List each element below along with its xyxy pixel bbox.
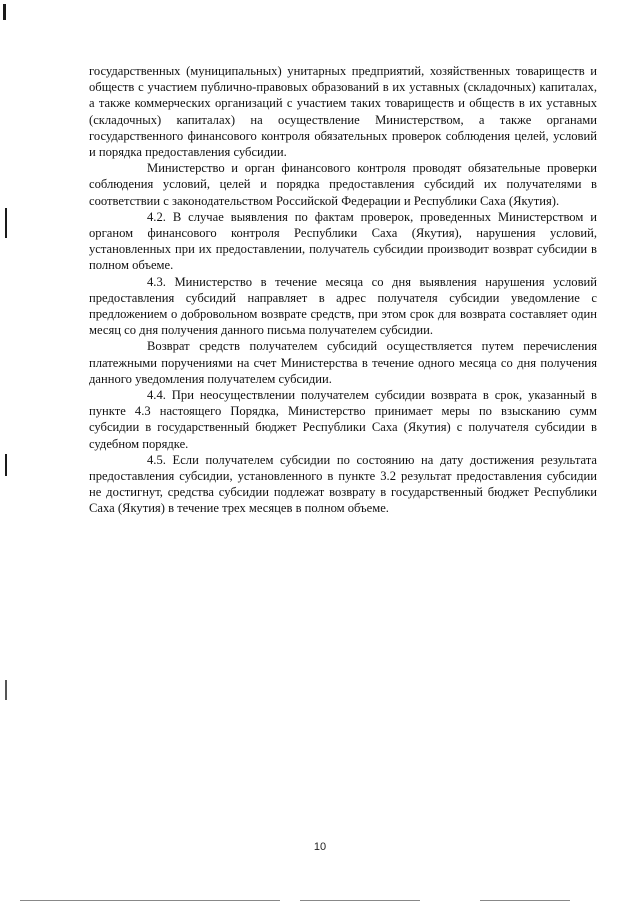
scan-artifact-line — [20, 900, 280, 901]
paragraph-continuation: государственных (муниципальных) унитарных предприятий, хозяйственных товариществ и обществ с участием публично-правовых образований в их уставных (складочных) капиталах, а также коммерческих организаций с участием таких товариществ и обществ в их уставных (складочных) капиталах) на осуществление Министерством, а также органами государственного финансового контроля обязательных проверок соблюдения целей, условий и порядка предоставления субсидии. — [89, 64, 597, 160]
document-body — [89, 63, 597, 517]
scan-artifact-line — [300, 900, 420, 901]
scan-artifact — [5, 208, 7, 238]
paragraph-4-4: 4.4. При неосуществлении получателем субсидии возврата в срок, указанный в пункте 4.3 настоящего Порядка, Министерство принимает меры по взысканию сумм субсидии в государственный бюджет Республики Саха (Якутия) с получателя субсидии в судебном порядке. — [89, 388, 597, 451]
page-number: 10 — [313, 841, 327, 853]
scan-artifact — [5, 680, 7, 700]
paragraph-4-5: 4.5. Если получателем субсидии по состоянию на дату достижения результата предоставления субсидии, установленного в пункте 3.2 результат предоставления субсидии не достигнут, средства субсидии подлежат возврату в государственный бюджет Республики Саха (Якутия) в течение трех месяцев в полном объеме. — [89, 452, 597, 516]
scan-artifact-line — [480, 900, 570, 901]
paragraph-inspections: Министерство и орган финансового контроля проводят обязательные проверки соблюдения условий, целей и порядка предоставления субсидий их получателями в соответствии с законодательством Российской Федерации и Республики Саха (Якутия). — [89, 161, 597, 208]
scan-artifact — [3, 4, 6, 20]
paragraph-refund: Возврат средств получателем субсидий осуществляется путем перечисления платежными поручениями на счет Министерства в течение одного месяца со дня получения данного уведомления получателем субсидии. — [89, 339, 597, 386]
paragraph-4-2: 4.2. В случае выявления по фактам проверок, проведенных Министерством и органом финансового контроля Республики Саха (Якутия), нарушения условий, установленных при их предоставлении, получатель субсидии производит возврат субсидии в полном объеме. — [89, 209, 597, 273]
paragraph-4-3: 4.3. Министерство в течение месяца со дня выявления нарушения условий предоставления субсидий направляет в адрес получателя субсидии уведомление с предложением о добровольном возврате средств, при этом срок для возврата составляет один месяц со дня получения данного письма получателем субсидии. — [89, 274, 597, 338]
scan-artifact — [5, 454, 7, 476]
